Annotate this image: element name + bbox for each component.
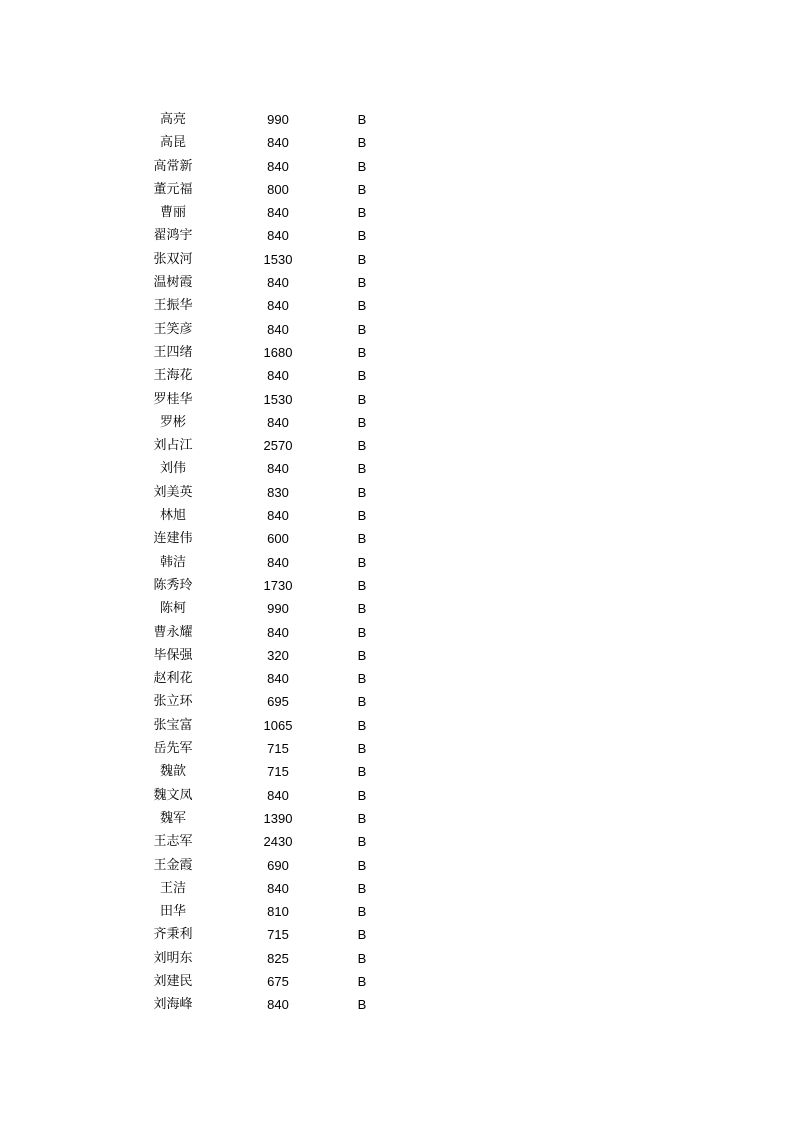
name-cell: 高昆 xyxy=(159,135,186,151)
grade-cell: B xyxy=(357,508,367,524)
grade-cell: B xyxy=(357,344,367,360)
amount-cell: 840 xyxy=(267,508,289,524)
grade-cell: B xyxy=(357,857,367,873)
table-row xyxy=(0,877,793,900)
amount-cell: 2570 xyxy=(263,438,293,454)
table-row xyxy=(0,900,793,923)
amount-cell: 840 xyxy=(267,135,289,151)
spreadsheet-table xyxy=(0,108,793,1017)
table-row xyxy=(0,644,793,667)
amount-cell: 840 xyxy=(267,554,289,570)
name-cell: 曹永耀 xyxy=(153,624,193,640)
grade-cell: B xyxy=(357,554,367,570)
amount-cell: 840 xyxy=(267,880,289,896)
grade-cell: B xyxy=(357,997,367,1013)
table-row xyxy=(0,271,793,294)
grade-cell: B xyxy=(357,671,367,687)
name-cell: 王振华 xyxy=(153,298,193,314)
amount-cell: 840 xyxy=(267,671,289,687)
table-row xyxy=(0,131,793,154)
name-cell: 张双河 xyxy=(153,251,193,267)
table-row xyxy=(0,621,793,644)
grade-cell: B xyxy=(357,787,367,803)
name-cell: 田华 xyxy=(159,904,186,920)
table-row xyxy=(0,947,793,970)
name-cell: 王洁 xyxy=(159,880,186,896)
name-cell: 王四绪 xyxy=(153,344,193,360)
amount-cell: 840 xyxy=(267,461,289,477)
table-row xyxy=(0,201,793,224)
amount-cell: 715 xyxy=(267,764,289,780)
name-cell: 岳先军 xyxy=(153,741,193,757)
table-row xyxy=(0,341,793,364)
name-cell: 刘明东 xyxy=(153,950,193,966)
table-row xyxy=(0,854,793,877)
grade-cell: B xyxy=(357,275,367,291)
table-row xyxy=(0,457,793,480)
name-cell: 刘建民 xyxy=(153,973,193,989)
name-cell: 毕保强 xyxy=(153,647,193,663)
grade-cell: B xyxy=(357,973,367,989)
grade-cell: B xyxy=(357,624,367,640)
table-row xyxy=(0,714,793,737)
name-cell: 韩洁 xyxy=(159,554,186,570)
grade-cell: B xyxy=(357,601,367,617)
name-cell: 高常新 xyxy=(153,158,193,174)
grade-cell: B xyxy=(357,414,367,430)
grade-cell: B xyxy=(357,950,367,966)
name-cell: 王金霞 xyxy=(153,857,193,873)
grade-cell: B xyxy=(357,391,367,407)
name-cell: 刘伟 xyxy=(159,461,186,477)
grade-cell: B xyxy=(357,764,367,780)
amount-cell: 1530 xyxy=(263,251,293,267)
table-row xyxy=(0,411,793,434)
name-cell: 曹丽 xyxy=(159,205,186,221)
name-cell: 陈柯 xyxy=(159,601,186,617)
name-cell: 赵利花 xyxy=(153,671,193,687)
amount-cell: 840 xyxy=(267,997,289,1013)
table-row xyxy=(0,434,793,457)
name-cell: 高亮 xyxy=(159,112,186,127)
table-row xyxy=(0,970,793,993)
name-cell: 温树霞 xyxy=(153,275,193,291)
amount-cell: 320 xyxy=(267,647,289,663)
table-row xyxy=(0,597,793,620)
name-cell: 张宝富 xyxy=(153,717,193,733)
name-cell: 刘海峰 xyxy=(153,997,193,1013)
amount-cell: 1680 xyxy=(263,344,293,360)
amount-cell: 990 xyxy=(267,601,289,617)
grade-cell: B xyxy=(357,577,367,593)
amount-cell: 1730 xyxy=(263,577,293,593)
name-cell: 魏文凤 xyxy=(153,787,193,803)
amount-cell: 675 xyxy=(267,973,289,989)
table-row xyxy=(0,224,793,247)
amount-cell: 840 xyxy=(267,624,289,640)
name-cell: 陈秀玲 xyxy=(153,577,193,593)
amount-cell: 1530 xyxy=(263,391,293,407)
amount-cell: 695 xyxy=(267,694,289,710)
name-cell: 翟鸿宇 xyxy=(153,228,193,244)
table-row xyxy=(0,667,793,690)
grade-cell: B xyxy=(357,298,367,314)
amount-cell: 840 xyxy=(267,228,289,244)
table-row xyxy=(0,108,793,131)
grade-cell: B xyxy=(357,647,367,663)
amount-cell: 600 xyxy=(267,531,289,547)
amount-cell: 2430 xyxy=(263,834,293,850)
name-cell: 王志军 xyxy=(153,834,193,850)
grade-cell: B xyxy=(357,717,367,733)
table-row xyxy=(0,504,793,527)
name-cell: 林旭 xyxy=(159,508,186,524)
amount-cell: 825 xyxy=(267,950,289,966)
amount-cell: 990 xyxy=(267,112,289,127)
table-row xyxy=(0,155,793,178)
name-cell: 魏歆 xyxy=(159,764,186,780)
name-cell: 魏军 xyxy=(159,810,186,826)
amount-cell: 840 xyxy=(267,298,289,314)
grade-cell: B xyxy=(357,484,367,500)
table-row xyxy=(0,318,793,341)
grade-cell: B xyxy=(357,927,367,943)
amount-cell: 840 xyxy=(267,414,289,430)
table-row xyxy=(0,737,793,760)
grade-cell: B xyxy=(357,880,367,896)
name-cell: 罗彬 xyxy=(159,414,186,430)
name-cell: 刘占江 xyxy=(153,438,193,454)
grade-cell: B xyxy=(357,461,367,477)
grade-cell: B xyxy=(357,810,367,826)
grade-cell: B xyxy=(357,135,367,151)
table-row xyxy=(0,923,793,946)
grade-cell: B xyxy=(357,741,367,757)
grade-cell: B xyxy=(357,205,367,221)
table-row xyxy=(0,294,793,317)
grade-cell: B xyxy=(357,228,367,244)
table-row xyxy=(0,364,793,387)
amount-cell: 840 xyxy=(267,205,289,221)
table-row xyxy=(0,690,793,713)
name-cell: 罗桂华 xyxy=(153,391,193,407)
name-cell: 董元福 xyxy=(153,181,193,197)
name-cell: 王笑彦 xyxy=(153,321,193,337)
amount-cell: 840 xyxy=(267,275,289,291)
grade-cell: B xyxy=(357,694,367,710)
grade-cell: B xyxy=(357,251,367,267)
table-row xyxy=(0,551,793,574)
name-cell: 王海花 xyxy=(153,368,193,384)
table-row xyxy=(0,388,793,411)
table-row xyxy=(0,830,793,853)
amount-cell: 840 xyxy=(267,321,289,337)
grade-cell: B xyxy=(357,531,367,547)
grade-cell: B xyxy=(357,904,367,920)
name-cell: 连建伟 xyxy=(153,531,193,547)
amount-cell: 830 xyxy=(267,484,289,500)
table-row xyxy=(0,248,793,271)
amount-cell: 840 xyxy=(267,158,289,174)
amount-cell: 840 xyxy=(267,368,289,384)
amount-cell: 840 xyxy=(267,787,289,803)
grade-cell: B xyxy=(357,834,367,850)
grade-cell: B xyxy=(357,158,367,174)
table-row xyxy=(0,574,793,597)
grade-cell: B xyxy=(357,368,367,384)
name-cell: 齐秉利 xyxy=(153,927,193,943)
amount-cell: 715 xyxy=(267,741,289,757)
name-cell: 张立环 xyxy=(153,694,193,710)
table-row xyxy=(0,481,793,504)
table-row xyxy=(0,784,793,807)
amount-cell: 810 xyxy=(267,904,289,920)
amount-cell: 690 xyxy=(267,857,289,873)
amount-cell: 1390 xyxy=(263,810,293,826)
table-row xyxy=(0,760,793,783)
grade-cell: B xyxy=(357,112,367,127)
amount-cell: 800 xyxy=(267,181,289,197)
table-row xyxy=(0,807,793,830)
table-row xyxy=(0,527,793,550)
name-cell: 刘美英 xyxy=(153,484,193,500)
grade-cell: B xyxy=(357,438,367,454)
amount-cell: 715 xyxy=(267,927,289,943)
grade-cell: B xyxy=(357,321,367,337)
table-row xyxy=(0,178,793,201)
table-row xyxy=(0,993,793,1016)
grade-cell: B xyxy=(357,181,367,197)
amount-cell: 1065 xyxy=(263,717,293,733)
